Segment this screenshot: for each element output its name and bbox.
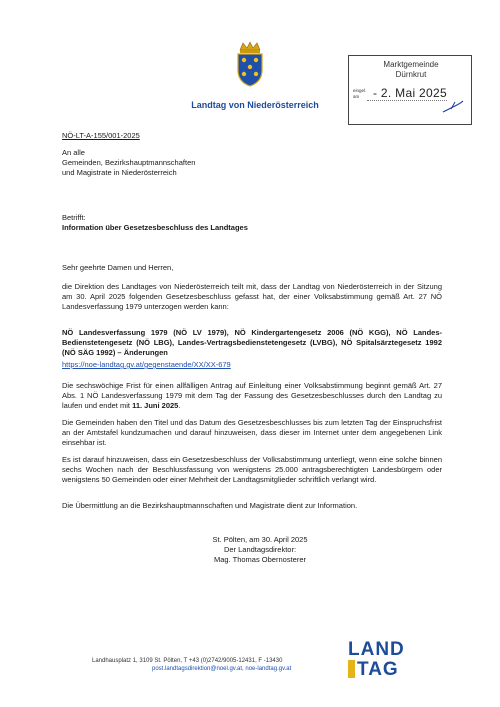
stamp-eing-line-1: eingel. [353,88,367,93]
signature-role: Der Landtagsdirektor: [223,545,297,554]
subject-text: Information über Gesetzesbeschluss des Landtages [62,223,248,232]
stamp-line-2: Dürnkrut [395,70,427,79]
footer-address: Landhausplatz 1, 3109 St. Pölten, T +43 (0)2742/9005-12431, F -13430 [92,658,283,664]
salutation: Sehr geehrte Damen und Herren, [62,263,174,272]
signature-place-date: St. Pölten, am 30. April 2025 [212,535,308,544]
handwritten-check-icon [441,100,465,114]
reference-number: NÖ-LT-A-155/001-2025 [62,131,140,140]
law-titles: NÖ Landesverfassung 1979 (NÖ LV 1979), NÖ Kindergartengesetz 2006 (NÖ KGG), NÖ Landes-Bedienstetengesetz (NÖ LBG), Landes-Vertragsbedienstetengesetz (LVBG), NÖ Spitalsärztegesetz 1992 (NÖ SÄG 1992) – Änderungen [62,328,442,357]
deadline-text: Die sechswöchige Frist für einen allfälligen Antrag auf Einleitung einer Volksabstimmung beginnt gemäß Art. 27 Abs. 1 NÖ Landesverfassung 1979 mit dem Tag der Fassung des Gesetzesbeschlusses durch den Landtag zu laufen und endet mit [62,381,442,410]
subject-label: Betrifft: [62,213,86,222]
organization-name: Landtag von Niederösterreich [191,100,319,110]
deadline-paragraph [62,381,442,411]
publication-paragraph: Die Gemeinden haben den Titel und das Datum des Gesetzesbeschlusses bis zum letzten Tag der Einspruchsfrist an der Amtstafel kundzumachen und darauf hinzuweisen, dass dieser im Internet unter dem angegebenen Link einsehbar ist. [62,418,442,447]
stamp-eing-line-2: am [353,94,360,99]
signature-block [190,535,330,565]
deadline-date: 11. Juni 2025 [132,401,179,410]
recipients-block [62,148,195,178]
transmission-paragraph: Die Übermittlung an die Bezirkshauptmannschaften und Magistrate dient zur Information. [62,501,358,510]
law-link[interactable]: https://noe-landtag.gv.at/gegenstaende/XX/XX-679 [62,360,231,369]
signature-name: Mag. Thomas Obernosterer [214,555,306,564]
received-stamp [348,55,472,125]
logo-bar [348,660,355,678]
deadline-end: . [178,401,181,410]
intro-paragraph: die Direktion des Landtages von Niederösterreich teilt mit, dass der Landtag von Niederösterreich in der Sitzung am 30. April 2025 folgenden Gesetzesbeschluss gefasst hat, der einer Volksabstimmung gemäß Art. 27 NÖ Landesverfassung 1979 unterzogen werden kann: [62,282,442,311]
stamp-municipality [349,60,473,80]
landtag-logo [348,640,408,686]
coat-of-arms-icon [232,40,268,88]
recipients-line-3: und Magistrate in Niederösterreich [62,168,177,177]
recipients-line-2: Gemeinden, Bezirkshauptmannschaften [62,158,196,167]
logo-line-2: TAG [357,659,399,680]
logo-line-1: LAND [348,639,405,660]
stamp-received-label [353,88,366,100]
footer-contacts: post.landtagsdirektion@noel.gv.at, noe-landtag.gv.at [152,666,292,672]
recipients-line-1: An alle [62,148,85,157]
stamp-dotted-line [367,100,447,101]
referendum-paragraph: Es ist darauf hinzuweisen, dass ein Gesetzesbeschluss der Volksabstimmung unterliegt, wenn eine solche binnen sechs Wochen nach der Beschlussfassung von wenigstens 25.000 antragsberechtigten Landesbürgern oder wenigstens 50 Gemeinden oder einer Mehrheit der Landtagsmitglieder schriftlich verlangt wird. [62,455,442,484]
stamp-line-1: Marktgemeinde [383,60,439,69]
stamp-date: - 2. Mai 2025 [373,86,447,100]
